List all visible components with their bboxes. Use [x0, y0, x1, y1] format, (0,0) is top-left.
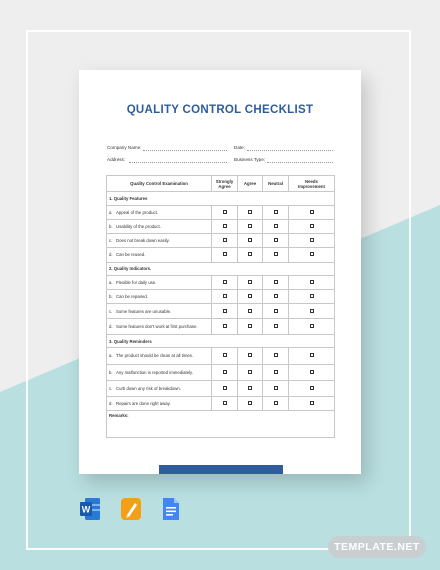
- remarks-row: [107, 411, 335, 438]
- checkbox-cell-strongly-agree: [212, 234, 238, 248]
- item-letter: c.: [109, 308, 113, 314]
- checklist-item-row: [107, 348, 335, 364]
- checkbox-neutral[interactable]: [274, 324, 278, 328]
- checkbox-strongly-agree[interactable]: [223, 353, 227, 357]
- checkbox-needs-improvement[interactable]: [310, 353, 314, 357]
- checkbox-needs-improvement[interactable]: [310, 386, 314, 390]
- checkbox-cell-needs-improvement: [289, 234, 335, 248]
- checkbox-cell-needs-improvement: [289, 290, 335, 304]
- checkbox-needs-improvement[interactable]: [310, 224, 314, 228]
- pages-icon: [121, 497, 141, 521]
- checkbox-cell-needs-improvement: [289, 275, 335, 289]
- checklist-item-row: [107, 219, 335, 233]
- checkbox-neutral[interactable]: [274, 386, 278, 390]
- checkbox-cell-agree: [238, 248, 263, 262]
- checkbox-neutral[interactable]: [274, 294, 278, 298]
- google-docs-icon: [161, 497, 181, 521]
- checklist-item-row: [107, 304, 335, 318]
- checkbox-strongly-agree[interactable]: [223, 210, 227, 214]
- header-exam: Quality Control Examination: [107, 176, 212, 192]
- checklist-item: [107, 275, 212, 289]
- checkbox-cell-strongly-agree: [212, 380, 238, 396]
- checkbox-cell-neutral: [263, 348, 289, 364]
- checkbox-strongly-agree[interactable]: [223, 238, 227, 242]
- item-letter: b.: [109, 369, 113, 375]
- checkbox-cell-needs-improvement: [289, 397, 335, 411]
- checkbox-cell-needs-improvement: [289, 248, 335, 262]
- checkbox-cell-strongly-agree: [212, 248, 238, 262]
- item-letter: a.: [109, 353, 113, 359]
- checkbox-cell-agree: [238, 275, 263, 289]
- checkbox-cell-neutral: [263, 290, 289, 304]
- checklist-table: [106, 175, 335, 438]
- checkbox-needs-improvement[interactable]: [310, 309, 314, 313]
- checklist-item: [107, 234, 212, 248]
- checkbox-neutral[interactable]: [274, 210, 278, 214]
- checkbox-needs-improvement[interactable]: [310, 370, 314, 374]
- checklist-item: [107, 304, 212, 318]
- item-text: Repairs are done right away.: [116, 401, 171, 407]
- checkbox-strongly-agree[interactable]: [223, 324, 227, 328]
- checkbox-neutral[interactable]: [274, 401, 278, 405]
- remarks-label: Remarks:: [107, 411, 335, 438]
- checklist-item-row: [107, 234, 335, 248]
- checkbox-cell-needs-improvement: [289, 348, 335, 364]
- checkbox-cell-agree: [238, 290, 263, 304]
- checkbox-strongly-agree[interactable]: [223, 309, 227, 313]
- checkbox-neutral[interactable]: [274, 238, 278, 242]
- item-letter: d.: [109, 401, 113, 407]
- checkbox-agree[interactable]: [248, 238, 252, 242]
- checkbox-cell-neutral: [263, 248, 289, 262]
- checkbox-cell-neutral: [263, 364, 289, 380]
- document-bottom-bar: [159, 465, 283, 474]
- checkbox-strongly-agree[interactable]: [223, 224, 227, 228]
- checkbox-strongly-agree[interactable]: [223, 252, 227, 256]
- checkbox-cell-agree: [238, 364, 263, 380]
- header-agree: Agree: [238, 176, 263, 192]
- header-neutral: Neutral: [263, 176, 289, 192]
- checklist-item: [107, 397, 212, 411]
- checkbox-needs-improvement[interactable]: [310, 324, 314, 328]
- section-row: [107, 192, 335, 205]
- checkbox-cell-neutral: [263, 304, 289, 318]
- checklist-item-row: [107, 364, 335, 380]
- checklist-item: [107, 380, 212, 396]
- checkbox-agree[interactable]: [248, 370, 252, 374]
- checkbox-agree[interactable]: [248, 401, 252, 405]
- item-text: Does not break down easily.: [116, 238, 170, 244]
- item-letter: d.: [109, 252, 113, 258]
- checkbox-cell-neutral: [263, 234, 289, 248]
- checklist-item-row: [107, 397, 335, 411]
- item-text: The product should be clean at all times.: [116, 353, 194, 359]
- checkbox-agree[interactable]: [248, 224, 252, 228]
- section-row: [107, 334, 335, 347]
- checkbox-cell-strongly-agree: [212, 318, 238, 334]
- checkbox-needs-improvement[interactable]: [310, 238, 314, 242]
- checklist-item-row: [107, 380, 335, 396]
- item-text: Some features don't work at first purchase.: [116, 323, 198, 329]
- checklist-item-row: [107, 275, 335, 289]
- address-label: Address:: [107, 157, 126, 162]
- checklist-item-row: [107, 318, 335, 334]
- item-letter: b.: [109, 294, 113, 300]
- checkbox-needs-improvement[interactable]: [310, 280, 314, 284]
- checkbox-cell-needs-improvement: [289, 364, 335, 380]
- document-title: QUALITY CONTROL CHECKLIST: [126, 104, 314, 116]
- document-preview: [79, 70, 361, 474]
- checkbox-cell-strongly-agree: [212, 219, 238, 233]
- checkbox-needs-improvement[interactable]: [310, 401, 314, 405]
- checkbox-neutral[interactable]: [274, 370, 278, 374]
- checkbox-cell-needs-improvement: [289, 380, 335, 396]
- section-title: 3. Quality Reminders: [107, 334, 335, 347]
- checkbox-cell-neutral: [263, 205, 289, 219]
- checkbox-cell-needs-improvement: [289, 318, 335, 334]
- section-row: [107, 262, 335, 275]
- checkbox-cell-needs-improvement: [289, 219, 335, 233]
- checkbox-needs-improvement[interactable]: [310, 252, 314, 256]
- checkbox-needs-improvement[interactable]: [310, 294, 314, 298]
- checkbox-neutral[interactable]: [274, 309, 278, 313]
- checkbox-cell-strongly-agree: [212, 304, 238, 318]
- checkbox-cell-agree: [238, 219, 263, 233]
- checkbox-agree[interactable]: [248, 324, 252, 328]
- checkbox-neutral[interactable]: [274, 353, 278, 357]
- item-letter: a.: [109, 209, 113, 215]
- checkbox-cell-neutral: [263, 219, 289, 233]
- checkbox-cell-neutral: [263, 380, 289, 396]
- item-letter: d.: [109, 323, 113, 329]
- checklist-item: [107, 248, 212, 262]
- section-title: 1. Quality Features: [107, 192, 335, 205]
- checkbox-cell-strongly-agree: [212, 275, 238, 289]
- item-letter: b.: [109, 223, 113, 229]
- checklist-item-row: [107, 290, 335, 304]
- item-letter: c.: [109, 238, 113, 244]
- checkbox-strongly-agree[interactable]: [223, 370, 227, 374]
- address-line: [129, 162, 227, 163]
- template-net-badge[interactable]: TEMPLATE.NET: [328, 536, 426, 558]
- checklist-item: [107, 205, 212, 219]
- svg-text:W: W: [81, 504, 91, 515]
- checkbox-cell-strongly-agree: [212, 364, 238, 380]
- header-row: [107, 176, 335, 192]
- checkbox-agree[interactable]: [248, 252, 252, 256]
- checkbox-needs-improvement[interactable]: [310, 210, 314, 214]
- word-icon: [80, 497, 100, 521]
- section-title: 2. Quality Indicators.: [107, 262, 335, 275]
- checkbox-cell-agree: [238, 380, 263, 396]
- checklist-item: [107, 290, 212, 304]
- checkbox-cell-strongly-agree: [212, 348, 238, 364]
- item-text: Can be repaired.: [116, 294, 149, 300]
- checkbox-agree[interactable]: [248, 210, 252, 214]
- checkbox-strongly-agree[interactable]: [223, 401, 227, 405]
- checkbox-strongly-agree[interactable]: [223, 294, 227, 298]
- business-type-label: Business Type:: [234, 157, 266, 162]
- checkbox-neutral[interactable]: [274, 252, 278, 256]
- checkbox-agree[interactable]: [248, 294, 252, 298]
- item-text: Can be reused.: [116, 252, 146, 258]
- date-label: Date:: [234, 145, 245, 150]
- item-letter: c.: [109, 385, 113, 391]
- company-name-label: Company Name:: [107, 145, 142, 150]
- checkbox-agree[interactable]: [248, 309, 252, 313]
- checkbox-neutral[interactable]: [274, 224, 278, 228]
- checkbox-cell-agree: [238, 205, 263, 219]
- item-text: Usability of the product.: [116, 223, 161, 229]
- item-text: Appeal of the product.: [116, 209, 159, 215]
- item-text: Some features are unusable.: [116, 308, 172, 314]
- checkbox-cell-agree: [238, 397, 263, 411]
- checklist-item-row: [107, 205, 335, 219]
- checkbox-neutral[interactable]: [274, 280, 278, 284]
- header-strongly-agree: Strongly Agree: [212, 176, 238, 192]
- item-text: Any malfunction is reported immediately.: [116, 369, 194, 375]
- checkbox-cell-neutral: [263, 397, 289, 411]
- checkbox-cell-needs-improvement: [289, 205, 335, 219]
- checkbox-cell-agree: [238, 348, 263, 364]
- checkbox-cell-agree: [238, 318, 263, 334]
- checkbox-agree[interactable]: [248, 353, 252, 357]
- header-needs-improvement: Needs Improvement: [289, 176, 335, 192]
- checkbox-cell-agree: [238, 304, 263, 318]
- date-line: [247, 150, 333, 151]
- business-type-line: [267, 162, 333, 163]
- checkbox-agree[interactable]: [248, 280, 252, 284]
- item-text: Flexible for daily use.: [116, 279, 157, 285]
- checkbox-cell-agree: [238, 234, 263, 248]
- item-text: Curb down any risk of breakdown.: [116, 385, 181, 391]
- checkbox-cell-strongly-agree: [212, 290, 238, 304]
- checkbox-agree[interactable]: [248, 386, 252, 390]
- checkbox-cell-neutral: [263, 275, 289, 289]
- checklist-item: [107, 318, 212, 334]
- checkbox-cell-neutral: [263, 318, 289, 334]
- checkbox-cell-strongly-agree: [212, 205, 238, 219]
- checklist-item-row: [107, 248, 335, 262]
- checkbox-cell-strongly-agree: [212, 397, 238, 411]
- checklist-item: [107, 219, 212, 233]
- company-name-line: [143, 150, 227, 151]
- checkbox-cell-needs-improvement: [289, 304, 335, 318]
- checklist-item: [107, 348, 212, 364]
- checklist-item: [107, 364, 212, 380]
- checkbox-strongly-agree[interactable]: [223, 280, 227, 284]
- item-letter: a.: [109, 279, 113, 285]
- checkbox-strongly-agree[interactable]: [223, 386, 227, 390]
